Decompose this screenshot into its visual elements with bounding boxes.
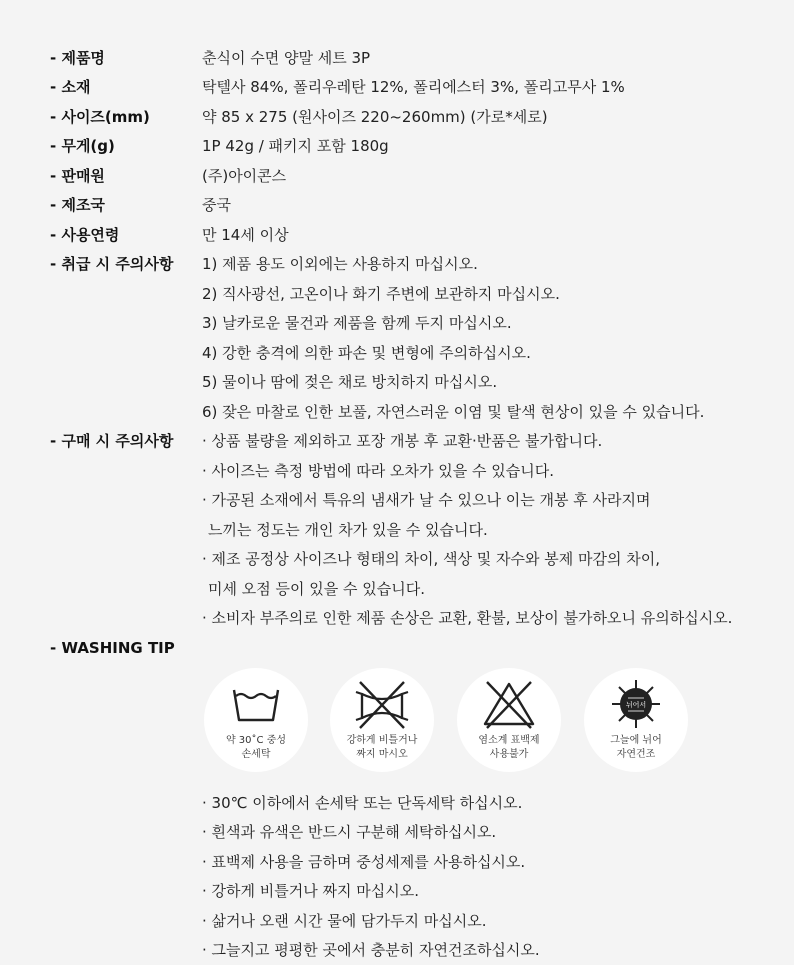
- purchase-item: · 상품 불량을 제외하고 포장 개봉 후 교환·반품은 불가합니다.: [202, 432, 603, 450]
- purchase-row: [0, 574, 794, 604]
- purchase-row: [0, 603, 794, 633]
- spec-row-age: [0, 220, 794, 250]
- care-icon-hand-wash: [204, 668, 308, 772]
- purchase-item: · 제조 공정상 사이즈나 형태의 차이, 색상 및 자수와 봉제 마감의 차이,: [202, 550, 660, 568]
- care-caption: [457, 734, 561, 762]
- no-bleach-icon: [479, 678, 539, 730]
- spec-value: 춘식이 수면 양말 세트 3P: [202, 49, 371, 67]
- care-caption-line: 약 30˚C 중성: [225, 735, 287, 746]
- handling-row: [0, 338, 794, 368]
- purchase-label: - 구매 시 주의사항: [50, 432, 174, 450]
- purchase-row: [0, 456, 794, 486]
- dry-flat-shade-icon: [606, 678, 666, 730]
- washing-tip-row: [0, 876, 794, 906]
- washing-label: - WASHING TIP: [50, 639, 175, 657]
- handling-label: - 취급 시 주의사항: [50, 255, 174, 273]
- purchase-item: · 사이즈는 측정 방법에 따라 오차가 있을 수 있습니다.: [202, 462, 554, 480]
- care-caption: [584, 734, 688, 762]
- spec-value: 1P 42g / 패키지 포함 180g: [202, 137, 389, 155]
- purchase-row: [0, 485, 794, 515]
- washing-tip: · 삶거나 오랜 시간 물에 담가두지 마십시오.: [202, 912, 487, 930]
- care-caption-line: 자연건조: [616, 749, 656, 760]
- purchase-row: [0, 515, 794, 545]
- washing-tip: · 30℃ 이하에서 손세탁 또는 단독세탁 하십시오.: [202, 794, 523, 812]
- handling-item: 5) 물이나 땀에 젖은 채로 방치하지 마십시오.: [202, 373, 498, 391]
- care-caption-line: 사용불가: [489, 749, 529, 760]
- handling-row: [0, 279, 794, 309]
- care-caption-line: 짜지 마시오: [356, 749, 408, 760]
- handling-row: [0, 397, 794, 427]
- care-icon-dry-flat: [584, 668, 688, 772]
- handling-item: 4) 강한 충격에 의한 파손 및 변형에 주의하십시오.: [202, 344, 531, 362]
- washing-tip-row: [0, 847, 794, 877]
- purchase-section: [0, 426, 794, 456]
- care-caption-line: 강하게 비틀거나: [346, 735, 418, 746]
- washing-tip: · 강하게 비틀거나 짜지 마십시오.: [202, 882, 419, 900]
- washing-tip-row: [0, 906, 794, 936]
- handling-item: 6) 잦은 마찰로 인한 보풀, 자연스러운 이염 및 탈색 현상이 있을 수 있습니다.: [202, 403, 705, 421]
- washing-tip-row: [0, 788, 794, 818]
- handling-item: 2) 직사광선, 고온이나 화기 주변에 보관하지 마십시오.: [202, 285, 560, 303]
- hand-wash-30-icon: [226, 678, 286, 730]
- purchase-item-continued: 느끼는 정도는 개인 차가 있을 수 있습니다.: [208, 521, 488, 539]
- spec-row-seller: [0, 161, 794, 191]
- handling-row: [0, 367, 794, 397]
- spec-row-weight: [0, 131, 794, 161]
- do-not-wring-icon: [352, 678, 412, 730]
- spec-label: - 무게(g): [50, 137, 115, 155]
- spec-value: (주)아이콘스: [202, 167, 287, 185]
- spec-value: 탁텔사 84%, 폴리우레탄 12%, 폴리에스터 3%, 폴리고무사 1%: [202, 78, 625, 96]
- handling-item: 3) 날카로운 물건과 제품을 함께 두지 마십시오.: [202, 314, 512, 332]
- spec-row-size: [0, 102, 794, 132]
- spec-row-product-name: [0, 43, 794, 73]
- purchase-row: [0, 544, 794, 574]
- washing-tip: · 흰색과 유색은 반드시 구분해 세탁하십시오.: [202, 823, 497, 841]
- handling-section: [0, 249, 794, 279]
- spec-row-material: [0, 72, 794, 102]
- spec-value: 약 85 x 275 (원사이즈 220~260mm) (가로*세로): [202, 108, 548, 126]
- care-caption: [330, 734, 434, 762]
- care-caption-line: 그늘에 뉘어: [610, 735, 662, 746]
- purchase-item: · 가공된 소재에서 특유의 냄새가 날 수 있으나 이는 개봉 후 사라지며: [202, 491, 651, 509]
- care-caption-line: 염소계 표백제: [478, 735, 540, 746]
- purchase-item-continued: 미세 오점 등이 있을 수 있습니다.: [208, 580, 425, 598]
- washing-tip-row: [0, 935, 794, 965]
- spec-label: - 사이즈(mm): [50, 108, 150, 126]
- care-icon-no-wring: [330, 668, 434, 772]
- purchase-item: · 소비자 부주의로 인한 제품 손상은 교환, 환불, 보상이 불가하오니 유의하십시오.: [202, 609, 733, 627]
- washing-tip-row: [0, 817, 794, 847]
- dry-flat-badge: 뉘어서: [625, 701, 647, 709]
- care-icon-no-bleach: [457, 668, 561, 772]
- handling-row: [0, 308, 794, 338]
- spec-value: 중국: [202, 196, 231, 214]
- spec-value: 만 14세 이상: [202, 226, 289, 244]
- spec-label: - 소재: [50, 78, 91, 96]
- spec-label: - 제조국: [50, 196, 105, 214]
- washing-tip: · 그늘지고 평평한 곳에서 충분히 자연건조하십시오.: [202, 941, 540, 959]
- spec-label: - 사용연령: [50, 226, 120, 244]
- spec-label: - 제품명: [50, 49, 105, 67]
- washing-tip: · 표백제 사용을 금하며 중성세제를 사용하십시오.: [202, 853, 526, 871]
- care-caption-line: 손세탁: [241, 749, 271, 760]
- spec-label: - 판매원: [50, 167, 105, 185]
- handling-item: 1) 제품 용도 이외에는 사용하지 마십시오.: [202, 255, 478, 273]
- care-caption: [204, 734, 308, 762]
- spec-row-origin: [0, 190, 794, 220]
- washing-section: [0, 633, 794, 663]
